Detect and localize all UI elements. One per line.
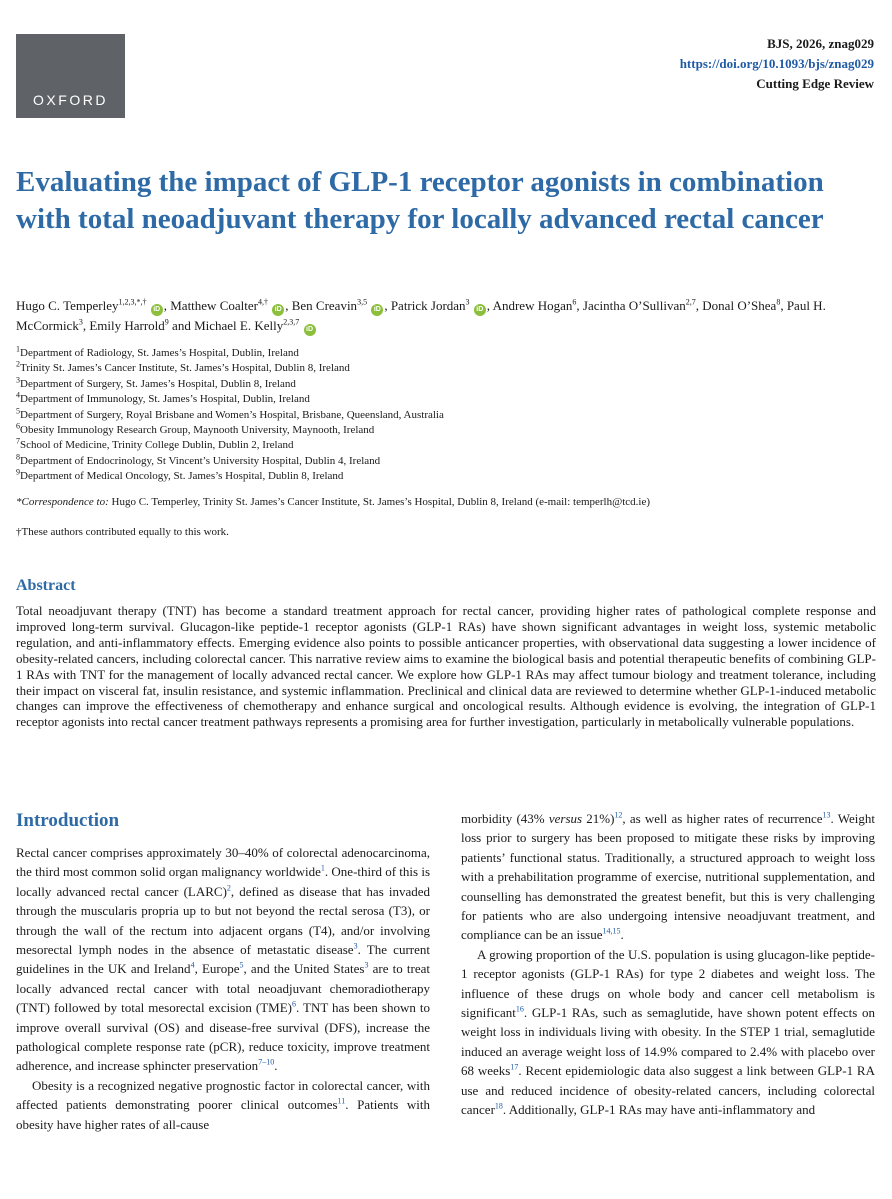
author — [292, 298, 385, 313]
publisher-wordmark: OXFORD — [33, 92, 108, 108]
author-name: Paul H. McCormick — [16, 298, 826, 333]
orcid-icon[interactable]: iD — [371, 304, 383, 316]
author-separator: , — [384, 298, 391, 313]
citation-ref-link[interactable]: 12 — [614, 810, 623, 820]
author-separator: , — [82, 318, 90, 333]
affiliation-text: Department of Radiology, St. James’s Hospital, Dublin, Ireland — [20, 347, 299, 359]
body-paragraph — [16, 1076, 430, 1134]
affiliation-text: Department of Medical Oncology, St. James’s Hospital, Dublin 8, Ireland — [20, 470, 344, 483]
affiliation-number: 7 — [16, 436, 20, 446]
affiliation-text: Department of Surgery, St. James’s Hospital, Dublin 8, Ireland — [20, 377, 296, 390]
affiliation-text: Trinity St. James’s Cancer Institute, St. James’s Hospital, Dublin 8, Ireland — [20, 362, 350, 375]
text-run: . — [274, 1058, 278, 1074]
author-separator: , — [285, 298, 292, 313]
orcid-icon[interactable]: iD — [474, 304, 486, 316]
citation-ref-link[interactable]: 5 — [239, 961, 244, 971]
author-affiliation-marks: 3 — [465, 297, 470, 307]
text-run: , Europe — [194, 961, 240, 977]
article-title: Evaluating the impact of GLP-1 receptor agonists in combination with total neoadjuvant therapy for locally advanced rectal cancer — [16, 166, 824, 235]
text-run: . Additionally, GLP-1 RAs may have anti-inflammatory and — [502, 1102, 816, 1118]
affiliation-text: Department of Immunology, St. James’s Hospital, Dublin, Ireland — [20, 393, 310, 406]
article-header-info — [680, 34, 874, 94]
text-run: morbidity (43% — [461, 811, 549, 826]
citation-ref-link[interactable]: 2 — [226, 883, 231, 893]
author-name: Hugo C. Temperley — [16, 298, 119, 313]
author-affiliation-marks: 2,7 — [685, 297, 696, 307]
author-name: Andrew Hogan — [492, 298, 573, 313]
author-affiliation-marks: 8 — [776, 297, 781, 307]
affiliation-item — [16, 438, 444, 453]
text-run: 21%) — [582, 811, 615, 826]
author — [170, 298, 285, 313]
affiliation-text: Department of Surgery, Royal Brisbane and Women’s Hospital, Brisbane, Queensland, Australia — [20, 408, 444, 421]
italic-text: versus — [548, 811, 583, 826]
author-affiliation-marks: 2,3,7 — [283, 317, 300, 327]
doi-link[interactable]: https://doi.org/10.1093/bjs/znag029 — [679, 56, 874, 71]
correspondence-text: Hugo C. Temperley, Trinity St. James’s Cancer Institute, St. James’s Hospital, Dublin 8, Ireland (e-mail: temperlh@tcd.ie) — [108, 496, 651, 508]
author — [493, 298, 577, 313]
author-separator: , — [695, 298, 703, 313]
text-run: . Patients with obesity have higher rates of all-cause — [16, 1097, 430, 1132]
text-run: , as well as higher rates of recurrence — [622, 811, 823, 826]
citation-ref-link[interactable]: 14,15 — [602, 927, 621, 937]
orcid-icon[interactable]: iD — [151, 304, 163, 316]
journal-citation: BJS, 2026, znag029 — [767, 36, 874, 51]
citation-ref-link[interactable]: 3 — [353, 941, 358, 951]
abstract-text: Total neoadjuvant therapy (TNT) has become a standard treatment approach for rectal cancer, providing higher rates of pathological complete response and improved long-term survival. Glucagon-like peptide-1 receptor agonists (GLP-1 RAs) have shown significant advantages in weight loss, systemic metabolic regulation, and anti-inflammatory effects. Emerging evidence also points to possible anticancer properties, with observational data suggesting a lower incidence of obesity-related cancers, including colorectal cancer. This narrative review aims to examine the biological basis and potential therapeutic benefits of combining GLP-1 RAs with TNT for the management of locally advanced rectal cancer. We explore how GLP-1 RAs may affect tumour biology and treatment tolerance, including their impact on visceral fat, insulin resistance, and systemic inflammation. Preclinical and clinical data are reviewed to determine whether GLP-1-induced metabolic changes can improve the effectiveness of chemotherapy and enhance surgical and oncological results. Although evidence is evolving, the integration of GLP-1 receptor agonists into rectal cancer treatment pathways represents a promising area for further investigation, particularly in metabolically vulnerable populations. — [16, 603, 876, 730]
citation-ref-link[interactable]: 18 — [494, 1101, 503, 1111]
citation-ref-link[interactable]: 7–10 — [258, 1058, 275, 1068]
text-run: are to treat locally advanced rectal cancer with total neoadjuvant chemoradiotherapy (TNT) followed by total mesorectal excision (TME) — [16, 961, 431, 1016]
author-separator: , — [780, 298, 787, 313]
citation-ref-link[interactable]: 17 — [510, 1062, 519, 1072]
orcid-icon[interactable]: iD — [304, 324, 316, 336]
author-affiliation-marks: 3,5 — [357, 297, 368, 307]
author-affiliation-marks: 6 — [572, 297, 577, 307]
citation-ref-link[interactable]: 16 — [515, 1004, 524, 1014]
equal-contribution-note: †These authors contributed equally to this work. — [16, 526, 229, 538]
author-name: Ben Creavin — [291, 298, 358, 313]
author-separator: , — [486, 298, 493, 313]
text-run: . Weight loss prior to surgery has been proposed to mitigate these risks by improving patients’ functional status. Traditionally, a structured approach to weight loss with a prehabilitation programme of exercise, nutritional supplementation, and counselling has demonstrated the greatest benefit, but this is very challenging for patients who are also undergoing intensive neoadjuvant treatment, and compliance can be an issue — [461, 811, 875, 943]
citation-ref-link[interactable]: 1 — [320, 864, 325, 874]
author-affiliation-marks: 1,2,3,*,† — [118, 297, 147, 307]
author-separator: and — [168, 318, 195, 333]
affiliation-number: 8 — [16, 452, 20, 462]
affiliation-number: 9 — [16, 467, 20, 477]
affiliation-number: 4 — [16, 390, 20, 400]
text-run: , defined as disease that has invaded through the muscularis propria up to but not beyond the rectal serosa (T3), or through the wall of the rectum into adjacent organs (T4), and/or involving mesorectal lymph nodes in the absence of metastatic disease — [16, 883, 430, 958]
author-name: Jacintha O’Sullivan — [582, 298, 686, 313]
affiliation-item — [16, 377, 444, 392]
author-name: Donal O’Shea — [702, 298, 777, 313]
affiliation-number: 6 — [16, 421, 20, 431]
affiliation-text: Department of Endocrinology, St Vincent’s University Hospital, Dublin 4, Ireland — [20, 454, 381, 467]
text-run: . Recent epidemiologic data also suggest a link between GLP-1 RA use and reduced incidence of obesity-related cancers, including colorectal cancer — [461, 1063, 875, 1118]
author — [194, 318, 316, 333]
author — [89, 318, 168, 333]
text-run: Rectal cancer comprises approximately 30–40% of colorectal adenocarcinoma, the third most common solid organ malignancy worldwide — [16, 845, 430, 880]
correspondence-label: *Correspondence to: — [16, 496, 109, 508]
author-separator: , — [576, 298, 583, 313]
author — [16, 298, 164, 313]
affiliation-text: School of Medicine, Trinity College Dublin, Dublin 2, Ireland — [20, 439, 294, 452]
affiliation-item — [16, 392, 444, 407]
author — [583, 298, 696, 313]
author — [702, 298, 780, 313]
affiliation-item — [16, 423, 444, 438]
citation-ref-link[interactable]: 3 — [364, 961, 369, 971]
text-run: . GLP-1 RAs, such as semaglutide, have shown potent effects on weight loss in individuals living with obesity. In the STEP 1 trial, semaglutide induced an average weight loss of 14.9% compared to 2.4% with placebo over 68 weeks — [461, 1005, 875, 1079]
citation-ref-link[interactable]: 13 — [822, 810, 831, 820]
author-separator: , — [163, 298, 171, 313]
text-run: . The current guidelines in the UK and Ireland — [16, 942, 430, 977]
text-run: , and the United States — [243, 961, 365, 977]
text-run: . — [620, 927, 624, 943]
author-affiliation-marks: 3 — [78, 317, 83, 327]
introduction-heading: Introduction — [16, 810, 120, 831]
author-affiliation-marks: 9 — [164, 317, 169, 327]
affiliation-number: 3 — [16, 375, 20, 385]
affiliation-item — [16, 469, 444, 484]
author-name: Matthew Coalter — [170, 298, 258, 313]
body-paragraph — [16, 843, 430, 1076]
affiliation-item — [16, 405, 444, 423]
article-type: Cutting Edge Review — [756, 76, 874, 91]
affiliation-number: 2 — [16, 359, 20, 369]
affiliation-item — [16, 361, 444, 376]
affiliation-number: 1 — [16, 344, 20, 354]
citation-ref-link[interactable]: 4 — [190, 961, 195, 971]
author-name: Patrick Jordan — [390, 298, 466, 313]
body-paragraph — [461, 809, 875, 945]
left-column — [16, 809, 430, 1134]
affiliation-text: Obesity Immunology Research Group, Maynooth University, Maynooth, Ireland — [20, 424, 375, 437]
right-column — [461, 809, 875, 1120]
text-run: Obesity is a recognized negative prognostic factor in colorectal cancer, with affected patients demonstrating poorer clinical outcomes — [16, 1077, 430, 1113]
author — [391, 298, 487, 313]
body-paragraph — [461, 945, 875, 1120]
affiliation-item — [16, 454, 444, 469]
text-run: A growing proportion of the U.S. population is using glucagon-like peptide-1 receptor agonists (GLP-1 RAs) for type 2 diabetes and weight loss. The influence of these drugs on whole body and cancer cell metabolism is significant — [461, 946, 875, 1021]
citation-ref-link[interactable]: 11 — [337, 1096, 346, 1106]
author-name: Emily Harrold — [89, 318, 165, 333]
author-name: Michael E. Kelly — [194, 318, 284, 333]
text-run: . One-third of this is locally advanced rectal cancer (LARC) — [16, 864, 431, 899]
author-affiliation-marks: 4,† — [257, 297, 268, 307]
affiliations-list — [16, 346, 444, 485]
orcid-icon[interactable]: iD — [272, 304, 284, 316]
affiliation-number: 5 — [16, 405, 20, 415]
citation-ref-link[interactable]: 6 — [292, 999, 296, 1009]
text-run: . TNT has been shown to improve overall survival (OS) and disease-free survival (DFS), increase the pathological complete response rate (pCR), reduce toxicity, improve treatment adherence, and increase sphincter preservation — [16, 1000, 430, 1074]
oxford-logo — [16, 34, 125, 118]
abstract-heading: Abstract — [16, 577, 76, 594]
affiliation-item — [16, 346, 444, 361]
author-list — [16, 296, 878, 336]
correspondence-note — [16, 496, 878, 508]
